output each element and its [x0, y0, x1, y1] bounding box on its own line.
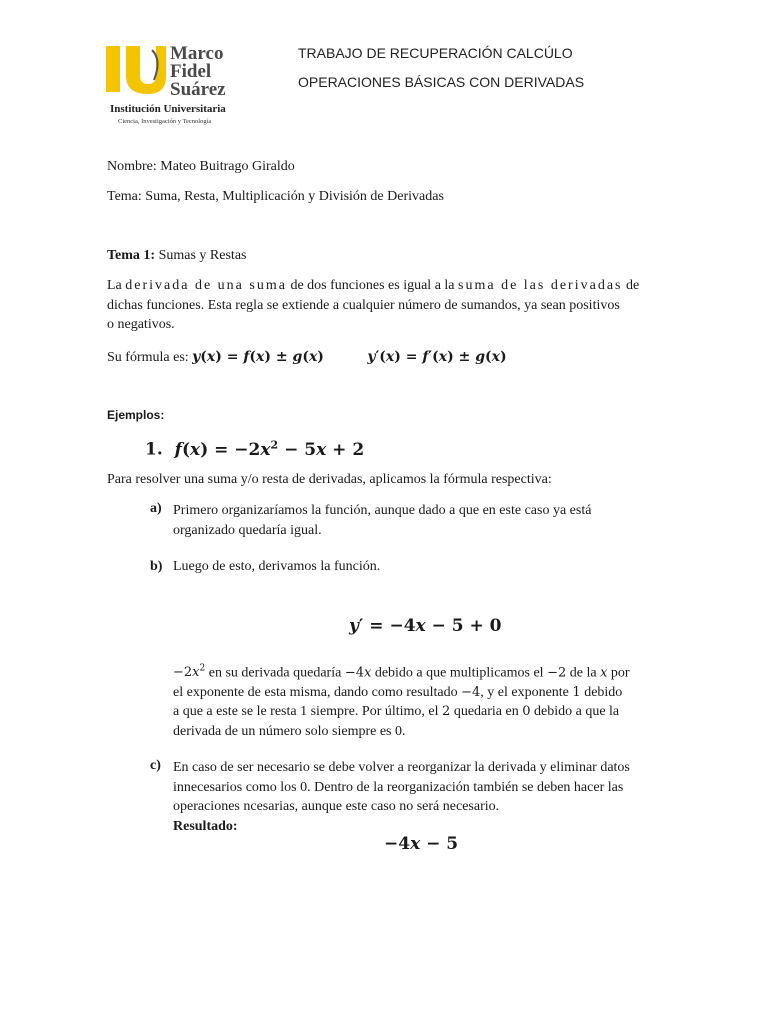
derivative-result: y′ = −4x − 5 + 0	[349, 616, 502, 636]
step-c-label: c)	[150, 758, 161, 773]
derivative-formula: y′(x) = f′(x) ± g(x)	[367, 349, 507, 365]
examples-heading: Ejemplos:	[107, 408, 165, 422]
logo-institution: Institución Universitaria	[110, 103, 226, 115]
explain-line2a: el exponente de esta misma, dando como resultado	[173, 684, 462, 700]
tema1-heading	[107, 248, 246, 264]
logo-name-line1: Marco	[170, 43, 224, 64]
step-c-line2: innecesarios como los 0. Dentro de la reorganización también se deben hacer las	[173, 779, 624, 795]
sum-formula: y(x) = f(x) ± g(x)	[192, 349, 324, 365]
explain-t3: de la	[566, 665, 601, 681]
step-a-line2: organizado quedaría igual.	[173, 522, 322, 538]
explain-line3a: a que a este se le resta 1 siempre. Por último, el	[173, 704, 443, 720]
final-result: −4x − 5	[384, 834, 459, 854]
derivative-explanation: $-2x^2$ en su derivada quedaría −4x debido a que multiplicamos el −2 de la x por el exponente de esta misma, dando como resultado −4, y el exponente 1 debido a que a este se le resta 1 siempre. Por último, el 2 quedaria en 0 debido a que la derivada de un número solo siempre es 0.	[173, 660, 661, 741]
example1-number: 1.	[145, 439, 163, 460]
logo-tagline: Ciencia, Investigación y Tecnología	[118, 118, 212, 125]
intro-line3: o negativos.	[107, 317, 175, 332]
explain-line2c: debido	[580, 684, 623, 700]
tema1-label: Tema 1:	[107, 248, 156, 263]
resolve-text: Para resolver una suma y/o resta de derivadas, aplicamos la fórmula respectiva:	[107, 472, 552, 487]
explain-line3c: debido a que la	[530, 704, 620, 720]
step-c-line1: En caso de ser necesario se debe volver a reorganizar la derivada y eliminar datos	[173, 760, 630, 775]
step-a-label: a)	[150, 501, 162, 516]
intro-text-d: suma de las derivadas	[458, 278, 623, 293]
explain-line2b: , y el exponente	[480, 684, 573, 700]
step-c-text	[173, 758, 661, 836]
explain-line3b: quedaria en	[450, 704, 523, 720]
intro-text-a: La	[107, 278, 126, 293]
explain-t2: debido a que multiplicamos el	[371, 665, 548, 681]
formula-line	[107, 349, 507, 366]
step-b-label: b)	[150, 559, 163, 574]
formula-label: Su fórmula es:	[107, 350, 189, 365]
tema1-title: Sumas y Restas	[155, 248, 247, 263]
intro-text-e: de	[622, 278, 640, 293]
logo-name-line2: Fidel	[170, 61, 212, 82]
explain-t4: por	[607, 665, 630, 681]
step-a-text	[173, 501, 661, 540]
result-label: Resultado:	[173, 818, 238, 834]
logo-name-line3: Suárez	[170, 79, 226, 100]
iu-monogram-icon	[104, 44, 166, 96]
header-title: TRABAJO DE RECUPERACIÓN CALCÚLO	[298, 45, 573, 61]
intro-text-b: derivada de una suma	[125, 278, 287, 293]
example1-function: 1. $f(x) = -2x^2 - 5x + 2$	[145, 438, 365, 460]
header-subtitle: OPERACIONES BÁSICAS CON DERIVADAS	[298, 74, 585, 90]
step-b-text: Luego de esto, derivamos la función.	[173, 559, 381, 574]
explain-line4: derivada de un número solo siempre es 0.	[173, 723, 406, 739]
intro-text-c: de dos funciones es igual a la	[286, 278, 459, 293]
explain-t1: en su derivada quedaría	[205, 665, 345, 681]
step-c-line3: operaciones ncesarias, aunque este caso no será necesario.	[173, 799, 500, 814]
tema1-intro	[107, 276, 661, 335]
student-name: Nombre: Mateo Buitrago Giraldo	[107, 159, 295, 174]
step-a-line1: Primero organizaríamos la función, aunque dado a que en este caso ya está	[173, 503, 592, 518]
institution-logo	[104, 44, 238, 128]
intro-line2: dichas funciones. Esta regla se extiende a cualquier número de sumandos, ya sean positivos	[107, 297, 620, 313]
topic-line: Tema: Suma, Resta, Multiplicación y División de Derivadas	[107, 189, 444, 204]
